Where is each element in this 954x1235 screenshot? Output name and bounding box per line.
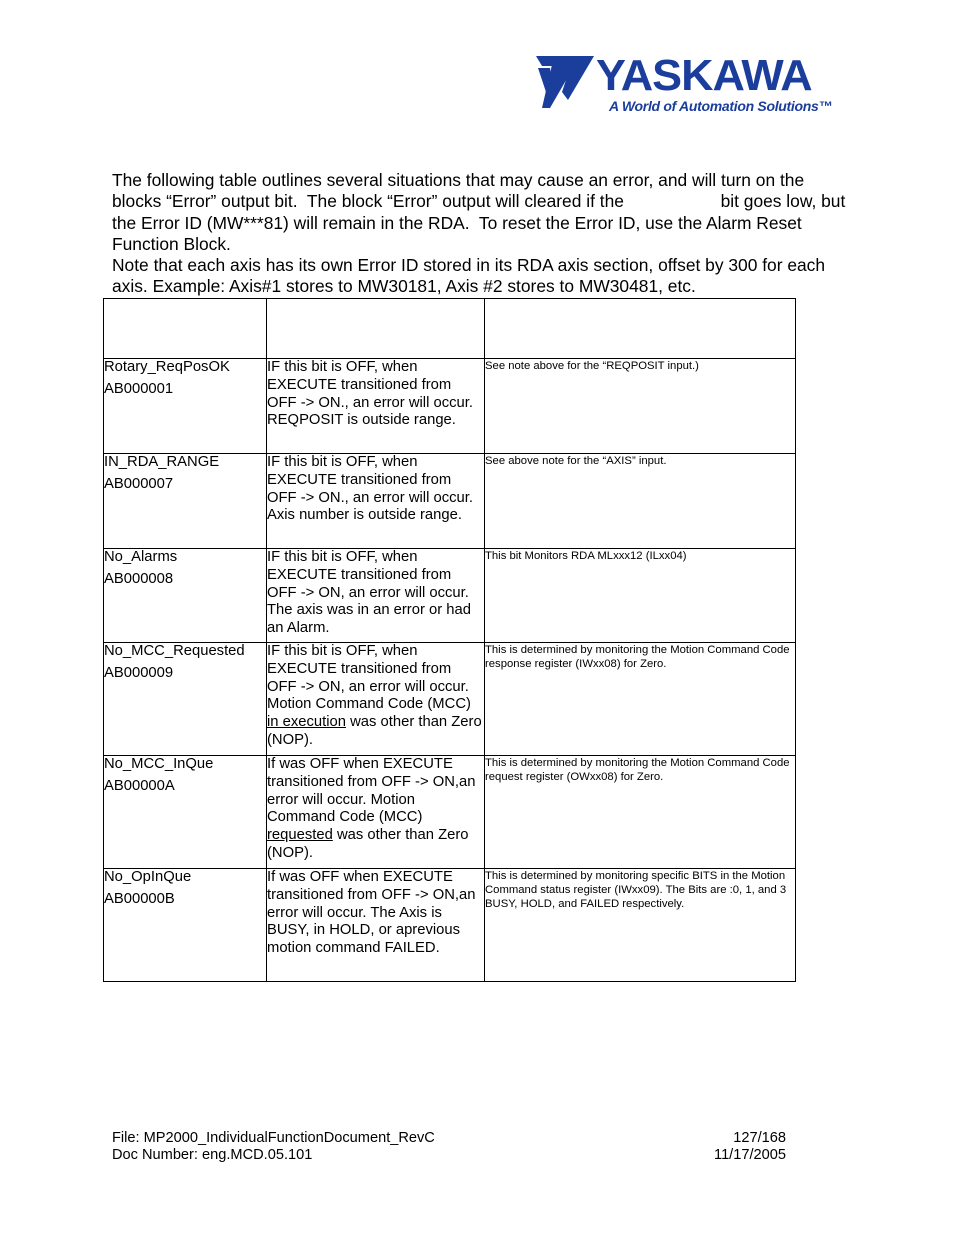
footer-page-number: 127/168 — [733, 1130, 786, 1146]
condition-cell: If was OFF when EXECUTE transitioned from OFF -> ON,an error will occur. The Axis is BUSY, in HOLD, or aprevious motion command FAILED. — [267, 869, 485, 982]
note-cell: This is determined by monitoring the Motion Command Code response register (IWxx08) for Zero. — [485, 643, 796, 756]
intro-paragraph-2: Note that each axis has its own Error ID stored in its RDA axis section, offset by 300 for each axis. Example: Axis#1 stores to MW30181, Axis #2 stores to MW30481, etc. — [112, 255, 826, 297]
bit-address: AB000008 — [104, 570, 174, 587]
brand-tagline: A World of Automation Solutions™ — [609, 98, 833, 114]
bit-address: AB00000A — [104, 777, 175, 794]
bit-address: AB000001 — [104, 380, 174, 397]
header-cell-1 — [104, 299, 267, 359]
bit-name-cell — [104, 359, 267, 454]
brand-name: YASKAWA — [596, 51, 812, 100]
condition-cell — [267, 756, 485, 869]
bit-name-cell — [104, 549, 267, 643]
bit-name: No_OpInQue — [104, 869, 192, 885]
bit-name: No_MCC_InQue — [104, 756, 214, 772]
condition-underlined-text: in execution — [267, 714, 346, 731]
table-row — [104, 756, 796, 869]
bit-name-cell — [104, 756, 267, 869]
note-cell: This is determined by monitoring specific BITS in the Motion Command status register (IWxx09). The Bits are :0, 1, and 3 BUSY, HOLD, and FAILED respectively. — [485, 869, 796, 982]
condition-underlined-text: requested — [267, 827, 333, 844]
yaskawa-emblem-icon — [534, 52, 598, 112]
intro-text — [112, 170, 851, 298]
footer-file: File: MP2000_IndividualFunctionDocument_RevC — [112, 1130, 435, 1146]
condition-text-end: was other than Zero (NOP). — [267, 714, 482, 748]
condition-text-end: was other than Zero (NOP). — [267, 827, 469, 861]
bit-address: AB00000B — [104, 890, 175, 907]
table-row — [104, 359, 796, 454]
bit-address: AB000007 — [104, 475, 174, 492]
bit-name: No_MCC_Requested — [104, 643, 245, 659]
bit-name-cell — [104, 869, 267, 982]
condition-text: IF this bit is OFF, when EXECUTE transitioned from OFF -> ON, an error will occur. Motion Command Code (MCC) — [267, 643, 471, 713]
condition-cell — [267, 643, 485, 756]
bit-address: AB000009 — [104, 664, 174, 681]
page-footer — [112, 1130, 786, 1164]
condition-text: If was OFF when EXECUTE transitioned from OFF -> ON,an error will occur. Motion Command Code (MCC) — [267, 756, 476, 826]
condition-cell: IF this bit is OFF, when EXECUTE transitioned from OFF -> ON., an error will occur. Axis number is outside range. — [267, 454, 485, 549]
table-row — [104, 454, 796, 549]
condition-cell: IF this bit is OFF, when EXECUTE transitioned from OFF -> ON, an error will occur. The axis was in an error or had an Alarm. — [267, 549, 485, 643]
bit-name-cell — [104, 454, 267, 549]
header-cell-3 — [485, 299, 796, 359]
note-cell: See above note for the “AXIS” input. — [485, 454, 796, 549]
table-row — [104, 643, 796, 756]
note-cell: This is determined by monitoring the Motion Command Code request register (OWxx08) for Zero. — [485, 756, 796, 869]
error-table — [103, 298, 796, 982]
yaskawa-logo — [534, 51, 833, 122]
note-cell: See note above for the “REQPOSIT input.) — [485, 359, 796, 454]
table-header-row — [104, 299, 796, 359]
table-row — [104, 869, 796, 982]
footer-doc-number: Doc Number: eng.MCD.05.101 — [112, 1147, 313, 1163]
intro-paragraph-1: The following table outlines several situations that may cause an error, and will turn on the blocks “Error” output bit. The block “Error” output will cleared if the bit goes low, but the Error ID (MW***81) will remain in the RDA. To reset the Error ID, use the Alarm Reset Function Block. — [112, 170, 851, 254]
table-row — [104, 549, 796, 643]
bit-name-cell — [104, 643, 267, 756]
bit-name: IN_RDA_RANGE — [104, 454, 220, 470]
note-cell: This bit Monitors RDA MLxxx12 (ILxx04) — [485, 549, 796, 643]
bit-name: Rotary_ReqPosOK — [104, 359, 230, 375]
bit-name: No_Alarms — [104, 549, 178, 565]
condition-cell: IF this bit is OFF, when EXECUTE transitioned from OFF -> ON., an error will occur. REQPOSIT is outside range. — [267, 359, 485, 454]
footer-date: 11/17/2005 — [714, 1147, 786, 1163]
header-cell-2 — [267, 299, 485, 359]
